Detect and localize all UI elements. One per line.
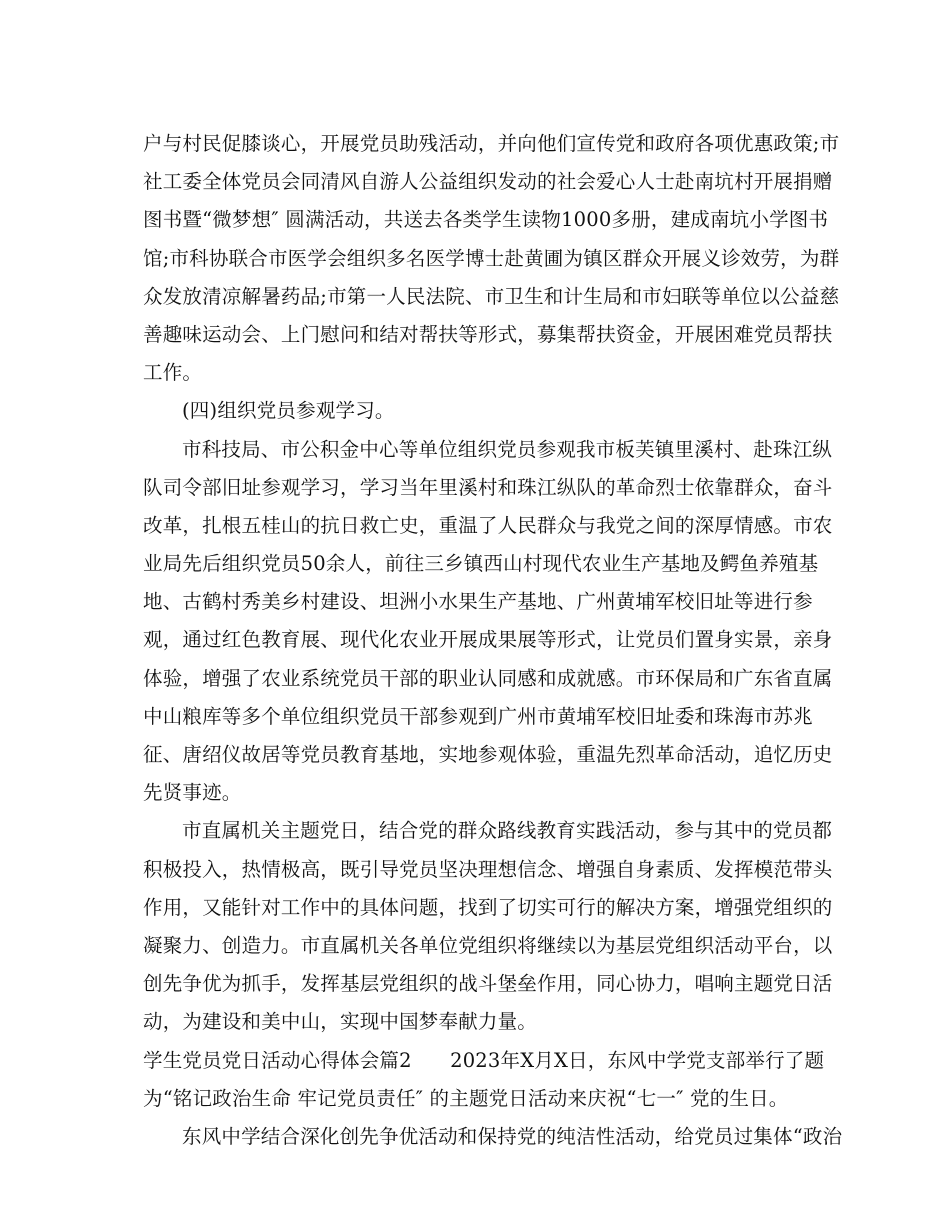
- body-line: 为“铭记政治生命 牢记党员责任″ 的主题党日活动来庆祝“七一″ 党的生日。: [143, 1086, 789, 1110]
- body-line: 改革，扎根五桂山的抗日救亡史，重温了人民群众与我党之间的深厚情感。市农: [143, 513, 833, 537]
- body-line: 体验，增强了农业系统党员干部的职业认同感和成就感。市环保局和广东省直属: [143, 666, 833, 690]
- body-line: 队司令部旧址参观学习，学习当年里溪村和珠江纵队的革命烈士依靠群众，奋斗: [143, 475, 833, 499]
- body-line: 积极投入，热情极高，既引导党员坚决理想信念、增强自身素质、发挥模范带头: [143, 857, 833, 881]
- body-line: 图书暨“微梦想″ 圆满活动，共送去各类学生读物1000多册，建成南坑小学图书: [143, 208, 829, 232]
- paragraph-start: 市科技局、市公积金中心等单位组织党员参观我市板芙镇里溪村、赴珠江纵: [182, 437, 833, 461]
- body-line: 观，通过红色教育展、现代化农业开展成果展等形式，让党员们置身实景，亲身: [143, 628, 833, 652]
- article-title-line: 学生党员党日活动心得体会篇2 2023年X月X日，东风中学党支部举行了题: [143, 1048, 825, 1072]
- body-line: 工作。: [143, 361, 203, 385]
- body-line: 业局先后组织党员50余人，前往三乡镇西山村现代农业生产基地及鳄鱼养殖基: [143, 552, 819, 576]
- body-line: 地、古鹤村秀美乡村建设、坦洲小水果生产基地、广州黄埔军校旧址等进行参: [143, 590, 813, 614]
- body-line: 中山粮库等多个单位组织党员干部参观到广州市黄埔军校旧址委和珠海市苏兆: [143, 704, 813, 728]
- section-heading: (四)组织党员参观学习。: [182, 399, 395, 423]
- document-body: [143, 125, 843, 1156]
- body-line: 征、唐绍仪故居等党员教育基地，实地参观体验，重温先烈革命活动，追忆历史: [143, 743, 833, 766]
- paragraph-start: 东风中学结合深化创先争优活动和保持党的纯洁性活动，给党员过集体“政治: [182, 1124, 843, 1148]
- body-line: 先贤事迹。: [143, 781, 242, 805]
- body-line: 作用，又能针对工作中的具体问题，找到了切实可行的解决方案，增强党组织的: [143, 895, 833, 919]
- body-line: 善趣味运动会、上门慰问和结对帮扶等形式，募集帮扶资金，开展困难党员帮扶: [143, 322, 833, 346]
- body-line: 凝聚力、创造力。市直属机关各单位党组织将继续以为基层党组织活动平台，以: [143, 933, 833, 957]
- paragraph-start: 市直属机关主题党日，结合党的群众路线教育实践活动，参与其中的党员都: [182, 819, 833, 843]
- body-line: 社工委全体党员会同清风自游人公益组织发动的社会爱心人士赴南坑村开展捐赠: [143, 170, 833, 194]
- body-line: 户与村民促膝谈心，开展党员助残活动，并向他们宣传党和政府各项优惠政策;市: [143, 132, 840, 155]
- body-line: 众发放清凉解暑药品;市第一人民法院、市卫生和计生局和市妇联等单位以公益慈: [143, 284, 840, 308]
- body-line: 馆;市科协联合市医学会组织多名医学博士赴黄圃为镇区群众开展义诊效劳，为群: [143, 246, 840, 270]
- body-line: 创先争优为抓手，发挥基层党组织的战斗堡垒作用，同心协力，唱响主题党日活: [143, 972, 833, 996]
- body-line: 动，为建设和美中山，实现中国梦奉献力量。: [143, 1010, 538, 1034]
